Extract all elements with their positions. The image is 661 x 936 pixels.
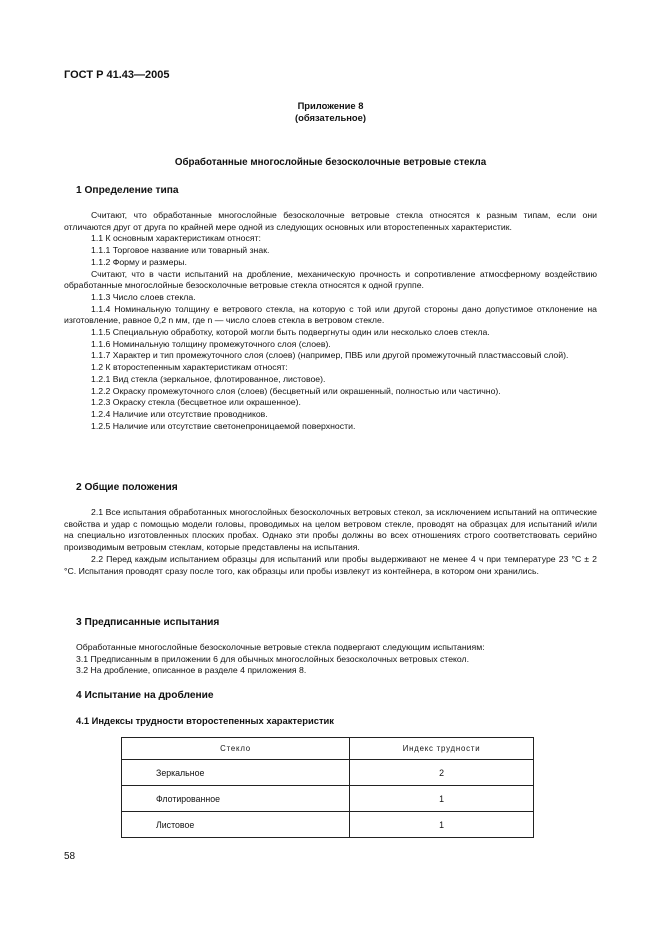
table-row xyxy=(122,786,534,812)
appendix-label xyxy=(64,100,597,124)
difficulty-index: 2 xyxy=(350,760,534,786)
glass-type: Зеркальное xyxy=(122,760,350,786)
paragraph: 1.1.6 Номинальную толщину промежуточного слоя (слоев). xyxy=(91,338,331,349)
glass-type: Листовое xyxy=(122,812,350,838)
page-number: 58 xyxy=(64,851,76,862)
paragraph: 3.2 На дробление, описанное в разделе 4 приложения 8. xyxy=(76,665,307,676)
section-1-heading: 1 Определение типа xyxy=(76,185,179,196)
appendix-number: Приложение 8 xyxy=(297,100,364,111)
section-3-heading: 3 Предписанные испытания xyxy=(76,617,220,628)
standard-code: ГОСТ Р 41.43—2005 xyxy=(64,69,170,81)
paragraph: 1.2.1 Вид стекла (зеркальное, флотированное, листовое). xyxy=(91,373,326,384)
appendix-title: Обработанные многослойные безосколочные ветровые стекла xyxy=(174,157,487,168)
difficulty-index-table xyxy=(121,737,534,838)
paragraph: 1.1.2 Форму и размеры. xyxy=(91,256,187,267)
paragraph: 1.2.3 Окраску стекла (бесцветное или окрашенное). xyxy=(91,397,301,408)
section-1-body xyxy=(64,210,597,432)
section-2-heading: 2 Общие положения xyxy=(76,482,178,493)
paragraph: 2.2 Перед каждым испытанием образцы для испытаний или пробы выдерживают не менее 4 ч при температуре 23 °С ± 2 °С. Испытания проводят сразу после того, как образцы или пробы извлекут из контейнера, в котором они хранились. xyxy=(64,553,597,576)
section-2-body xyxy=(64,507,597,577)
paragraph: 2.1 Все испытания обработанных многослойных безосколочных ветровых стекол, за исключением испытаний на оптические свойства и удар с помощью модели головы, проводимых на целом ветровом стекле, проводят на образцах для испытаний и/или на специально изготовленных плоских пробах. Однако эти пробы должны во всех отношениях строго соответствовать серийно производимым ветровым стеклам, которые представлены на испытания. xyxy=(64,507,597,553)
appendix-status: (обязательное) xyxy=(295,112,366,123)
difficulty-index: 1 xyxy=(350,812,534,838)
section-4-heading: 4 Испытание на дробление xyxy=(76,690,214,701)
paragraph: 1.2.2 Окраску промежуточного слоя (слоев) (бесцветный или окрашенный, полностью или частично). xyxy=(91,385,501,396)
column-header-glass: Стекло xyxy=(122,738,350,760)
column-header-index: Индекс трудности xyxy=(350,738,534,760)
subsection-4-1-heading: 4.1 Индексы трудности второстепенных характеристик xyxy=(76,715,334,726)
paragraph: Обработанные многослойные безосколочные ветровые стекла подвергают следующим испытаниям: xyxy=(76,642,485,652)
table-row xyxy=(122,812,534,838)
paragraph: 1.1 К основным характеристикам относят: xyxy=(91,233,261,244)
table-header-row xyxy=(122,738,534,760)
paragraph: 1.2.4 Наличие или отсутствие проводников. xyxy=(91,408,268,419)
paragraph: 1.1.1 Торговое название или товарный знак. xyxy=(91,245,270,256)
paragraph: 1.1.3 Число слоев стекла. xyxy=(91,291,196,302)
paragraph: 1.1.5 Специальную обработку, которой могли быть подвергнуты один или несколько слоев стекла. xyxy=(91,327,490,338)
paragraph: 1.2 К второстепенным характеристикам относят: xyxy=(91,362,288,373)
glass-type: Флотированное xyxy=(122,786,350,812)
table-row xyxy=(122,760,534,786)
paragraph: Считают, что в части испытаний на дробление, механическую прочность и сопротивление атмосферному воздействию обработанные многослойные безосколочные ветровые стекла относятся к одной группе. xyxy=(64,268,597,291)
paragraph: 3.1 Предписанным в приложении 6 для обычных многослойных безосколочных ветровых стекол. xyxy=(76,653,470,664)
section-3-body xyxy=(64,642,597,677)
paragraph: 1.1.7 Характер и тип промежуточного слоя (слоев) (например, ПВБ или другой промежуточный пластмассовый слой). xyxy=(91,350,569,361)
difficulty-index: 1 xyxy=(350,786,534,812)
paragraph: 1.2.5 Наличие или отсутствие светонепроницаемой поверхности. xyxy=(91,420,356,431)
paragraph: 1.1.4 Номинальную толщину e ветрового стекла, на которую с той или другой стороны дано допустимое отклонение на изготовление, равное 0,2 n мм, где n — число слоев стекла в ветровом стекле. xyxy=(64,303,597,326)
paragraph: Считают, что обработанные многослойные безосколочные ветровые стекла относятся к разным типам, если они отличаются друг от друга по крайней мере одной из следующих основных или второстепенных характеристик. xyxy=(64,210,597,232)
